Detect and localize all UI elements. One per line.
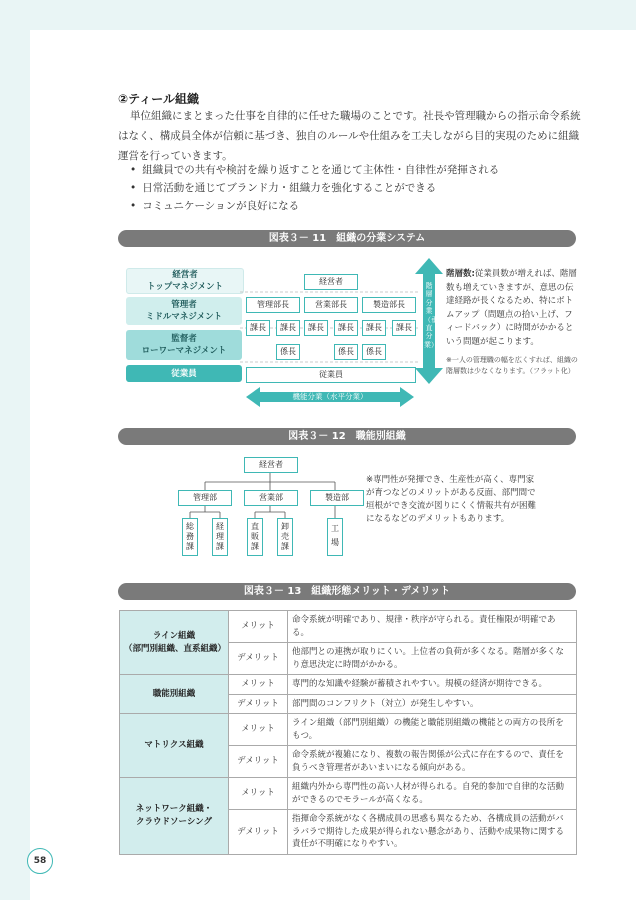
table-row (120, 714, 577, 746)
horizontal-division-label: 機能分業（水平分業） (292, 392, 368, 401)
org-box-executive: 経営者 (304, 274, 358, 290)
page-number: 58 (27, 848, 53, 874)
demerit-text: 部門間のコンフリクト（対立）が発生しやすい。 (288, 694, 577, 714)
org-box-section-chief: 課長 (304, 320, 328, 336)
bullet-item: • コミュニケーションが良好になる (130, 197, 499, 215)
org-type-cell: ネットワーク組織・ クラウドソーシング (120, 778, 229, 855)
org-type-cell: マトリクス組織 (120, 714, 229, 778)
fig11-note (446, 268, 580, 349)
org-box-section-chief: 課長 (392, 320, 416, 336)
level-subtitle: トップマネジメント (147, 282, 223, 292)
fig11-title-bar: 図表３－ 11 組織の分業システム (118, 230, 576, 247)
org-box-section: 直販課 (247, 518, 263, 556)
demerit-label: デメリット (229, 746, 288, 778)
level-lower-management (126, 330, 242, 360)
note-term: 階層数: (446, 269, 475, 279)
demerit-label: デメリット (229, 810, 288, 855)
bullet-list (130, 161, 499, 215)
demerit-text: 他部門との連携が取りにくい。上位者の負荷が多くなる。階層が多くなり意思決定に時間がかかる。 (288, 643, 577, 675)
demerit-text: 指揮命令系統がなく各構成員の思惑も異なるため、各構成員の活動がバラバラで期待した成果が得られない懸念があり、活動や成果物に関する責任が不明確になりやすい。 (288, 810, 577, 855)
org-box-dept: 営業部 (244, 490, 298, 506)
fig12-note: ※専門性が発揮でき、生産性が高く、専門家が育つなどのメリットがある反面、部門間で垣根ができ交流が図りにくく情報共有が困難になるなどのデメリットもあります。 (366, 475, 537, 524)
comparison-table (119, 610, 577, 855)
org-box-dept-head: 営業部長 (304, 297, 358, 313)
bullet-item: • 組織員での共有や検討を繰り返すことを通じて主体性・自律性が発揮される (130, 161, 499, 179)
org-box-section-chief: 課長 (246, 320, 270, 336)
table-row (120, 611, 577, 643)
org-box-subsection-chief: 係長 (334, 344, 358, 360)
org-box-section-chief: 課長 (362, 320, 386, 336)
fig13-title-bar: 図表３－ 13 組織形態メリット・デメリット (118, 583, 576, 600)
level-subtitle: ローワーマネジメント (141, 346, 227, 356)
table-row (120, 778, 577, 810)
org-box-section: 経理課 (212, 518, 228, 556)
org-box-dept-head: 管理部長 (246, 297, 300, 313)
level-subtitle: ミドルマネジメント (145, 312, 223, 322)
vertical-division-label: 階層分業（垂直分業） (424, 282, 438, 349)
demerit-label: デメリット (229, 643, 288, 675)
merit-text: ライン組織（部門別組織）の機能と職能別組織の機能との両方の長所をもつ。 (288, 714, 577, 746)
org-box-section: 工場 (327, 518, 343, 556)
section-paragraph: 単位組織にまとまった仕事を自律的に任せた職場のことです。社長や管理職からの指示命令系統はなく、構成員全体が信頼に基づき、独自のルールや仕組みを工夫しながら目的実現のために組織運営を行っていきます。 (118, 110, 581, 162)
org-type-cell: 職能別組織 (120, 675, 229, 714)
bullet-item: • 日常活動を通じてブランド力・組織力を強化することができる (130, 179, 499, 197)
merit-label: メリット (229, 714, 288, 746)
org-box-dept-head: 製造部長 (362, 297, 416, 313)
org-box-dept: 製造部 (310, 490, 364, 506)
note-text: 従業員数が増えれば、階層数も増えていきますが、意思の伝達経路が長くなるため、特にボトムアップ（問題点の拾い上げ、フィードバック）に時間がかかるという問題が起こります。 (446, 269, 577, 347)
level-top-management (126, 268, 244, 294)
fig12-title-bar: 図表３－ 12 職能別組織 (118, 428, 576, 445)
org-box-subsection-chief: 係長 (276, 344, 300, 360)
org-box-dept: 管理部 (178, 490, 232, 506)
org-type-cell: ライン組織 （部門別組織、直系組織） (120, 611, 229, 675)
section-heading: ②ティール組織 (118, 92, 199, 106)
merit-label: メリット (229, 611, 288, 643)
org-box-section-chief: 課長 (334, 320, 358, 336)
fig11-note-small: ※一人の管理職の幅を広くすれば、組織の階層数は少なくなります。（フラット化） (446, 356, 578, 375)
level-middle-management (126, 297, 242, 325)
merit-label: メリット (229, 675, 288, 695)
org-box-section: 総務課 (182, 518, 198, 556)
merit-label: メリット (229, 778, 288, 810)
org-box-employees: 従業員 (246, 367, 416, 383)
org-box-section-chief: 課長 (276, 320, 300, 336)
demerit-label: デメリット (229, 694, 288, 714)
merit-text: 命令系統が明確であり、規律・秩序が守られる。責任権限が明確である。 (288, 611, 577, 643)
org-box-section: 卸売課 (277, 518, 293, 556)
merit-text: 専門的な知識や経験が蓄積されやすい。規模の経済が期待できる。 (288, 675, 577, 695)
demerit-text: 命令系統が複雑になり、複数の報告関係が公式に存在するので、責任を負うべき管理者があいまいになる傾向がある。 (288, 746, 577, 778)
level-title: 経営者 (172, 270, 198, 280)
table-row (120, 675, 577, 695)
org-box-subsection-chief: 係長 (362, 344, 386, 360)
level-employees (126, 365, 242, 382)
level-title: 従業員 (171, 368, 197, 379)
org-box-executive: 経営者 (244, 457, 298, 473)
level-title: 管理者 (171, 300, 197, 310)
level-title: 監督者 (171, 334, 197, 344)
merit-text: 組織内外から専門性の高い人材が得られる。自発的参加で自律的な活動ができるのでモラールが高くなる。 (288, 778, 577, 810)
